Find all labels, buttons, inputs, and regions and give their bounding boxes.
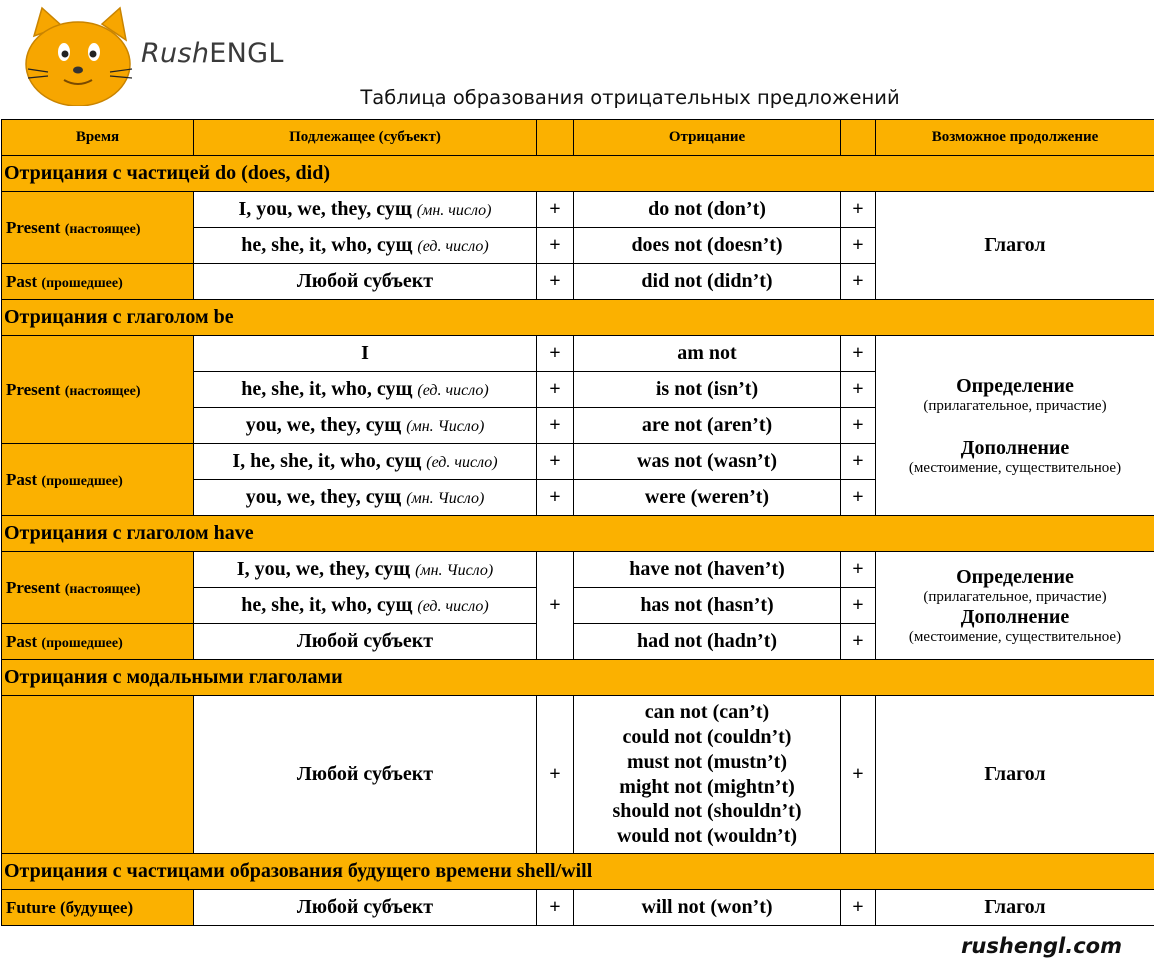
tense-ru: (прошедшее) [41,275,123,291]
subject-text: I, you, we, they, сущ [236,558,411,580]
negation-cell: did not (didn’t) [574,264,841,300]
plus-sign: + [841,372,876,408]
plus-sign: + [841,192,876,228]
plus-sign: + [537,228,574,264]
section-title: Отрицания с модальными глаголами [2,660,1154,696]
subject-cell [194,444,537,480]
brand-prefix: Rush [141,38,210,69]
subject-cell: Любой субъект [194,624,537,660]
subject-cell [194,372,537,408]
tense-cell [2,264,194,300]
tense-ru: (настоящее) [64,383,141,399]
plus-sign: + [537,890,574,926]
plus-sign: + [841,890,876,926]
plus-sign: + [537,444,574,480]
col-header-plus2 [841,120,876,156]
col-header-subject: Подлежащее (субъект) [194,120,537,156]
plus-sign: + [537,552,574,660]
tense-cell [2,444,194,516]
plus-sign: + [537,408,574,444]
section-title: Отрицания с глаголом have [2,516,1154,552]
tense-ru: (настоящее) [64,581,141,597]
continuation-note: (прилагательное, причастие) [923,397,1107,414]
continuation-cell [876,890,1154,926]
plus-sign: + [841,552,876,588]
modal-negation: must not (mustn’t) [627,750,787,773]
subject-text: he, she, it, who, сущ [241,594,413,616]
table-row [2,336,1154,372]
header-row [2,120,1154,156]
subject-text: I, you, we, they, сущ [238,198,412,220]
modal-negation: should not (shouldn’t) [612,800,802,823]
tense-label: Present [6,379,61,399]
subject-cell [194,192,537,228]
section-modal [2,660,1154,696]
section-title: Отрицания с частицами образования будущего времени shell/will [2,854,1154,890]
subject-cell [194,588,537,624]
subject-cell [194,228,537,264]
continuation-cell [876,552,1154,660]
subject-text: you, we, they, сущ [245,414,402,436]
tense-label: Past [6,631,38,651]
subject-note: (мн. Число) [415,562,494,579]
table-row [2,552,1154,588]
continuation-note: (прилагательное, причастие) [923,588,1107,605]
subject-cell [194,480,537,516]
tense-cell [2,696,194,854]
subject-note: (ед. число) [417,598,489,615]
plus-sign: + [841,264,876,300]
plus-sign: + [537,480,574,516]
negation-cell: will not (won’t) [574,890,841,926]
plus-sign: + [841,624,876,660]
subject-cell [194,552,537,588]
negation-cell: had not (hadn’t) [574,624,841,660]
continuation-text: Определение [956,565,1074,588]
tense-label: Present [6,577,61,597]
tense-cell [2,192,194,264]
negation-cell: has not (hasn’t) [574,588,841,624]
table-row [2,192,1154,228]
continuation-cell [876,192,1154,300]
tense-label: Past [6,271,38,291]
tense-label: Past [6,469,38,489]
subject-note: (ед. число) [426,454,498,471]
plus-sign: + [537,336,574,372]
continuation-text: Глагол [984,234,1046,256]
section-title: Отрицания с частицей do (does, did) [2,156,1154,192]
plus-sign: + [841,696,876,854]
continuation-cell [876,336,1154,516]
tense-cell [2,624,194,660]
col-header-continuation: Возможное продолжение [876,120,1154,156]
subject-cell: Любой субъект [194,696,537,854]
negation-cell: are not (aren’t) [574,408,841,444]
negation-cell: were (weren’t) [574,480,841,516]
plus-sign: + [537,372,574,408]
plus-sign: + [841,444,876,480]
table-row [2,696,1154,854]
plus-sign: + [537,264,574,300]
plus-sign: + [841,228,876,264]
tense-ru: (прошедшее) [41,473,123,489]
section-have [2,516,1154,552]
subject-text: he, she, it, who, сущ [241,234,413,256]
section-be [2,300,1154,336]
modal-negation: would not (wouldn’t) [616,825,798,848]
tense-ru: (прошедшее) [41,635,123,651]
plus-sign: + [841,480,876,516]
subject-note: (ед. число) [417,382,489,399]
tense-cell [2,336,194,444]
subject-text: he, she, it, who, сущ [241,378,413,400]
subject-cell: Любой субъект [194,264,537,300]
continuation-note: (местоимение, существительное) [908,628,1122,645]
negation-cell: have not (haven’t) [574,552,841,588]
section-future [2,854,1154,890]
subject-text: you, we, they, сущ [245,486,402,508]
negation-cell: does not (doesn’t) [574,228,841,264]
subject-cell [194,408,537,444]
brand-suffix: ENGL [209,38,284,69]
continuation-text: Глагол [984,896,1046,918]
subject-note: (мн. число) [416,202,492,219]
col-header-plus1 [537,120,574,156]
tense-label: Present [6,217,61,237]
negation-cell: was not (wasn’t) [574,444,841,480]
col-header-negation: Отрицание [574,120,841,156]
negation-cell: am not [574,336,841,372]
subject-cell: Любой субъект [194,890,537,926]
plus-sign: + [841,336,876,372]
negation-cell: is not (isn’t) [574,372,841,408]
subject-text: I, he, she, it, who, сущ [232,450,422,472]
modal-negation: could not (couldn’t) [622,725,792,748]
page-title: Таблица образования отрицательных предложений [360,86,900,109]
continuation-text: Дополнение [960,436,1070,459]
continuation-text: Глагол [984,763,1046,785]
continuation-text: Дополнение [960,605,1070,628]
col-header-tense: Время [2,120,194,156]
tense-ru: (настоящее) [64,221,141,237]
negation-cell: do not (don’t) [574,192,841,228]
plus-sign: + [841,408,876,444]
continuation-text: Определение [956,374,1074,397]
table-row [2,890,1154,926]
continuation-cell [876,696,1154,854]
plus-sign: + [841,588,876,624]
tense-cell: Future (будущее) [2,890,194,926]
plus-sign: + [537,192,574,228]
plus-sign: + [537,696,574,854]
subject-note: (мн. Число) [406,490,485,507]
negation-list [574,696,841,854]
modal-negation: can not (can’t) [644,701,770,724]
brand-name [141,38,284,69]
modal-negation: might not (mightn’t) [619,775,795,798]
continuation-note: (местоимение, существительное) [908,459,1122,476]
footer-site: rushengl.com [961,934,1122,958]
subject-note: (мн. Число) [406,418,485,435]
section-title: Отрицания с глаголом be [2,300,1154,336]
subject-note: (ед. число) [417,238,489,255]
tense-cell [2,552,194,624]
section-do [2,156,1154,192]
negation-table [1,119,1154,926]
subject-cell: I [194,336,537,372]
